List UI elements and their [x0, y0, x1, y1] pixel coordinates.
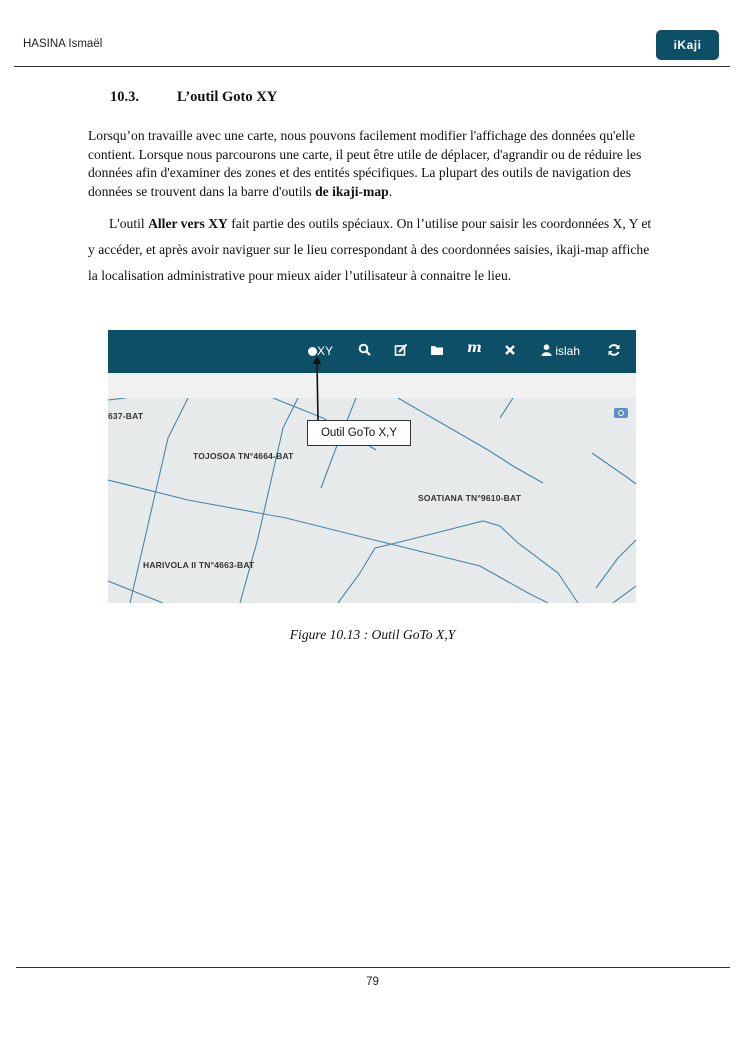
- goto-xy-label: XY: [317, 344, 334, 358]
- map-label-637-bat: 637-BAT: [108, 411, 144, 421]
- header-author: HASINA Ismaël: [23, 38, 103, 50]
- paragraph1-text: Lorsqu’on travaille avec une carte, nous pouvons facilement modifier l'affichage des données qu'elle contient. Lorsque nous parcourons une carte, il peut être utile de déplacer, d'agrandir ou de réduire les données afin d'examiner des zones et des entités spécifiques. La plupart des outils de navigation des données se trouvent dans la barre d'outils: [88, 128, 642, 200]
- paragraph1-end: .: [388, 184, 393, 200]
- section-title: L’outil Goto XY: [177, 89, 278, 105]
- footer-divider: [16, 967, 730, 968]
- map-label-soatiana: SOATIANA TN°9610-BAT: [418, 493, 522, 503]
- user-label: islah: [555, 344, 581, 358]
- paragraph2-bold: Aller vers XY: [148, 216, 228, 231]
- map-screenshot-figure: [108, 330, 636, 603]
- ikaji-logo: iKaji: [656, 30, 719, 60]
- map-label-tojosoa: TOJOSOA TN°4664-BAT: [193, 451, 294, 461]
- paragraph1-bold: de ikaji-map: [315, 184, 389, 200]
- callout-goto-xy: Outil GoTo X,Y: [307, 420, 411, 446]
- section-number: 10.3.: [110, 89, 139, 105]
- page-number: 79: [366, 976, 379, 988]
- paragraph-goto-tool: [88, 211, 654, 290]
- paragraph-navigation: [88, 127, 654, 202]
- header-divider: [14, 66, 730, 67]
- paragraph2-text: fait partie des outils spéciaux. On l’utilise pour saisir les coordonnées X, Y et y accéder, et après avoir naviguer sur le lieu correspondant à des coordonnées saisies, ikaji-map affiche la localisation administrative pour mieux aider l’utilisateur à connaitre le lieu.: [88, 216, 652, 284]
- map-label-harivola: HARIVOLA II TN°4663-BAT: [143, 560, 255, 570]
- callout-arrow: [108, 330, 636, 603]
- section-heading: [110, 89, 277, 106]
- paragraph2-start: L'outil: [109, 216, 149, 231]
- m-icon[interactable]: m: [467, 340, 482, 356]
- figure-caption: Figure 10.13 : Outil GoTo X,Y: [289, 627, 456, 642]
